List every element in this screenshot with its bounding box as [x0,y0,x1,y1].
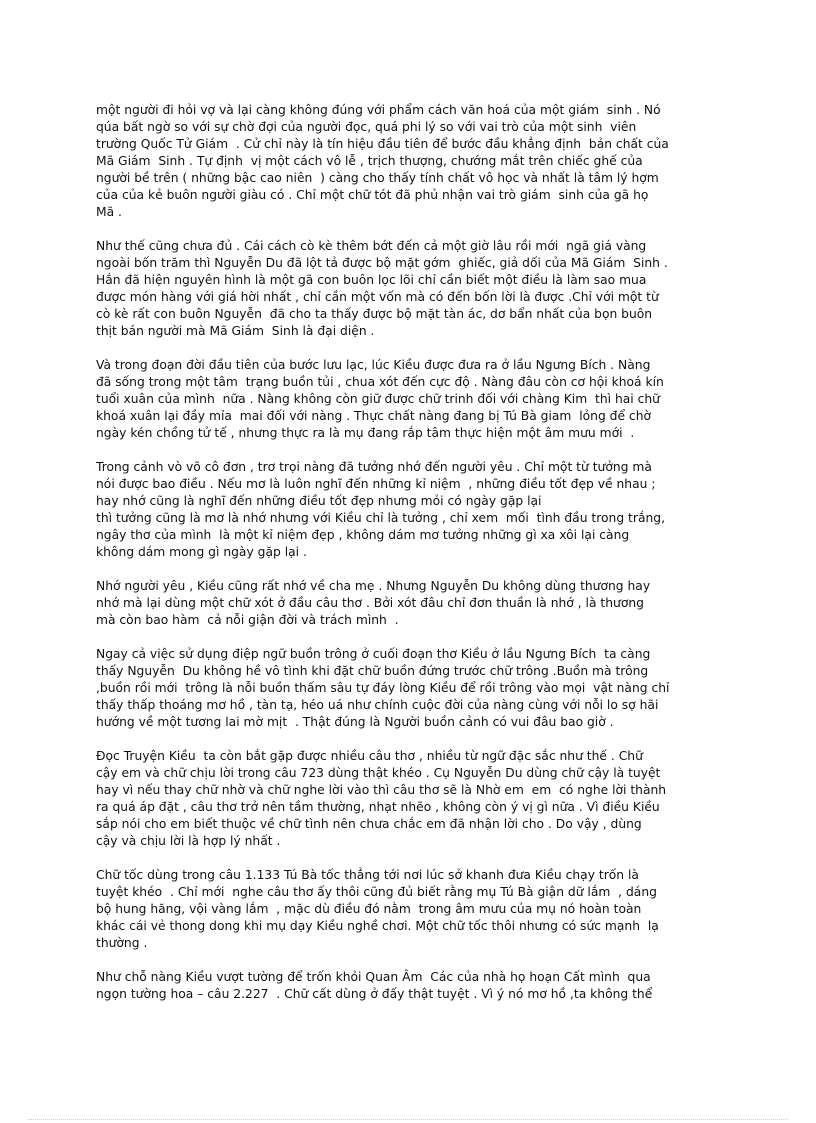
paragraph [96,578,722,629]
text-line: qúa bất ngờ so với sự chờ đợi của người đọc, quá phi lý so với vai trò của một sinh viên [96,120,637,134]
text-line: cò kè rất con buôn Nguyễn đã cho ta thấy được bộ mặt tàn ác, dơ bẩn nhất của bọn buôn [96,307,653,321]
text-line: sắp nói cho em biết thuộc về chữ tình nên chưa chắc em đã nhận lời cho . Do vậy , dùng [96,817,642,831]
text-line: ngọn tường hoa – câu 2.227 . Chữ cất dùng ở đấy thật tuyệt . Vì ý nó mơ hồ ,ta không thể [96,987,653,1001]
text-line: Mã . [96,205,122,219]
text-line: thấy Nguyễn Du không hề vô tình khi đặt chữ buồn đứng trước chữ trông .Buồn mà trông [96,664,649,678]
page-bottom-divider [28,1119,788,1120]
text-line: mà còn bao hàm cả nỗi giận đời và trách mình . [96,613,399,627]
paragraph [96,459,722,561]
text-line: bộ hung hăng, vội vàng lắm , mặc dù điều đó nằm trong âm mưu của mụ nó hoàn toàn [96,902,642,916]
text-line: Và trong đoạn đời đầu tiên của bước lưu lạc, lúc Kiều được đưa ra ở lầu Ngưng Bích . Nàng [96,358,651,372]
text-line: Đọc Truyện Kiều ta còn bắt gặp được nhiều câu thơ , nhiều từ ngữ đặc sắc như thế . Chữ [96,749,643,763]
text-line: Chữ tốc dùng trong câu 1.133 Tú Bà tốc thẳng tới nơi lúc sở khanh đưa Kiều chạy trốn là [96,868,639,882]
text-line: thì tưởng cũng là mơ là nhớ nhưng với Kiều chỉ là tưởng , chỉ xem mối tình đầu trong trắng, [96,511,665,525]
text-line: nhớ mà lại dùng một chữ xót ở đầu câu thơ . Bởi xót đâu chỉ đơn thuần là nhớ , là thương [96,596,644,610]
text-line: nói được bao điều . Nếu mơ là luôn nghĩ đến những kỉ niệm , những điều tốt đẹp về nhau ; [96,477,656,491]
paragraph [96,646,722,731]
text-line: ngây thơ của mình là một kỉ niệm đẹp , không dám mơ tưởng những gì xa xôi lại càng [96,528,630,542]
document-body [96,102,722,1020]
paragraph [96,357,722,442]
text-line: ,buồn rồi mới trông là nỗi buồn thấm sâu tự đáy lòng Kiều để rồi trông vào mọi vật nàng chỉ [96,681,670,695]
text-line: tuổi xuân của mình nữa . Nàng không còn giữ được chữ trinh đối với chàng Kim thì hai chữ [96,392,660,406]
paragraph [96,867,722,952]
text-line: hướng về một tương lai mờ mịt . Thật đúng là Người buồn cảnh có vui đâu bao giờ . [96,715,614,729]
text-line: Như thế cũng chưa đủ . Cái cách cò kè thêm bớt đến cả một giờ lâu rồi mới ngã giá vàng [96,239,647,253]
paragraph [96,102,722,221]
text-line: khoá xuân lại đầy mỉa mai đối với nàng . Thực chất nàng đang bị Tú Bà giam lỏng để chờ [96,409,652,423]
text-line: ngoài bốn trăm thì Nguyễn Du đã lột tả được bộ mặt gớm ghiếc, giả dối của Mã Giám Sinh . [96,256,668,270]
text-line: Như chỗ nàng Kiều vượt tường để trốn khỏi Quan Âm Các của nhà họ hoạn Cất mình qua [96,970,651,984]
text-line: Mã Giám Sinh . Tự định vị một cách vô lễ , trịch thượng, chướng mắt trên chiếc ghế của [96,154,643,168]
text-line: hay vì nếu thay chữ nhờ và chữ nghe lời vào thì câu thơ sẽ là Nhờ em em có nghe lời thành [96,783,667,797]
text-line: cậy và chịu lời là hợp lý nhất . [96,834,281,848]
paragraph [96,969,722,1003]
text-line: khác cái vẻ thong dong khi mụ dạy Kiều nghề chơi. Một chữ tốc thôi nhưng có sức mạnh lạ [96,919,659,933]
text-line: cậy em và chữ chịu lời trong câu 723 dùng thật khéo . Cụ Nguyễn Du dùng chữ cậy là tuyệt [96,766,661,780]
text-line: Nhớ người yêu , Kiều cũng rất nhớ về cha mẹ . Nhưng Nguyễn Du không dùng thương hay [96,579,651,593]
paragraph [96,238,722,340]
text-line: ngày kén chồng tử tế , nhưng thực ra là mụ đang rắp tâm thực hiện một âm mưu mới . [96,426,635,440]
text-line: ra quá áp đặt , câu thơ trở nên tầm thường, nhạt nhẽo , không còn ý vị gì nữa . Vì điều Kiều [96,800,660,814]
text-line: hay nhớ cũng là nghĩ đến những điều tốt đẹp nhưng mỏi có ngày gặp lại [96,494,542,508]
text-line: người bề trên ( những bậc cao niên ) càng cho thấy tính chất vô học và nhất là tâm lý hợm [96,171,659,185]
text-line: của của kẻ buôn người giàu có . Chỉ một chữ tót đã phủ nhận vai trò giám sinh của gã họ [96,188,649,202]
text-line: được món hàng với giá hời nhất , chỉ cần một vốn mà có đến bốn lời là được .Chỉ với một từ [96,290,659,304]
text-line: đã sống trong một tâm trạng buồn tủi , chua xót đến cực độ . Nàng đâu còn cơ hội khoá kín [96,375,664,389]
text-line: thường . [96,936,148,950]
text-line: một người đi hỏi vợ và lại càng không đúng với phẩm cách văn hoá của một giám sinh . Nó [96,103,661,117]
text-line: không dám mong gì ngày gặp lại . [96,545,307,559]
text-line: thịt bán người mà Mã Giám Sinh là đại diện . [96,324,375,338]
text-line: Hắn đã hiện nguyên hình là một gã con buôn lọc lõi chỉ cần biết một điều là làm sao mua [96,273,647,287]
text-line: trường Quốc Tử Giám . Cử chỉ này là tín hiệu đầu tiên để bước đầu khẳng định bản chất của [96,137,669,151]
text-line: Trong cảnh vò võ cô đơn , trơ trọi nàng đã tưởng nhớ đến người yêu . Chỉ một từ tưởng mà [96,460,652,474]
text-line: thấy thấp thoáng mơ hồ , tàn tạ, héo uá như chính cuộc đời của nàng cùng với nỗi lo sợ hãi [96,698,659,712]
text-line: Ngay cả việc sử dụng điệp ngữ buồn trông ở cuối đoạn thơ Kiều ở lầu Ngưng Bích ta càng [96,647,651,661]
text-line: tuyệt khéo . Chỉ mới nghe câu thơ ấy thôi cũng đủ biết rằng mụ Tú Bà giận dữ lắm , dáng [96,885,657,899]
paragraph [96,748,722,850]
